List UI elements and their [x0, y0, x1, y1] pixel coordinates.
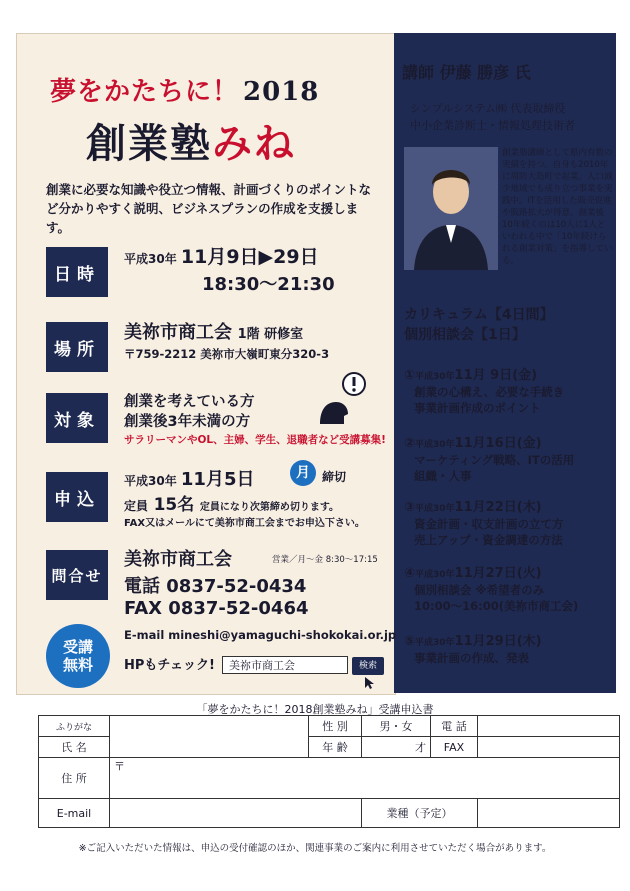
curriculum-line1: カリキュラム【4日間】	[404, 307, 554, 323]
free-line2: 無料	[62, 656, 93, 674]
person-thinking-icon	[314, 370, 370, 426]
label-toiawase: 問合せ	[46, 550, 108, 600]
session-1-line1: 創業の心構え、必要な手続き	[414, 385, 565, 399]
search-input[interactable]: 美祢市商工会	[222, 656, 348, 674]
session-3-date: 11月22日(木)	[454, 500, 542, 515]
industry-field[interactable]	[478, 799, 620, 828]
lecturer-role2: 中小企業診断士・情報処理技術者	[410, 119, 575, 132]
session-2-body	[414, 452, 574, 484]
session-2-head	[404, 432, 542, 451]
cursor-icon	[364, 676, 378, 690]
person-portrait-icon	[404, 147, 498, 270]
basho-room: 1階 研修室	[237, 327, 304, 342]
session-2-line2: 組織・人事	[414, 469, 472, 483]
session-3-line1: 資金計画・収支計画の立て方	[414, 517, 564, 531]
moushikomi-fax-note: FAX又はメールにて美祢市商工会までお申込下さい。	[124, 518, 365, 529]
capacity-number: 15名	[153, 495, 195, 515]
privacy-note: ※ご記入いただいた情報は、申込の受付確認のほか、関連事業のご案内に利用させていただく場合があります。	[78, 843, 552, 854]
form-title: 「夢をかたちに！2018創業塾みね」受講申込書	[196, 703, 434, 716]
session-5-date: 11月29日(木)	[454, 634, 542, 649]
session-4-date: 11月27日(火)	[454, 566, 542, 581]
session-3-body	[414, 516, 564, 548]
nichiji-time: 18:30〜21:30	[202, 274, 335, 295]
session-5-head	[404, 630, 542, 649]
taisho-line2: 創業後3年未満の方	[124, 414, 251, 430]
nichiji-era: 平成30年	[124, 252, 177, 266]
basho-name: 美祢市商工会	[124, 322, 232, 343]
session-2-num: ②	[404, 436, 416, 451]
session-4-body	[414, 582, 578, 614]
session-1-num: ①	[404, 368, 416, 383]
toiawase-fax: FAX 0837-52-0464	[124, 598, 309, 619]
session-4-line2: 10:00〜16:00(美祢市商工会)	[414, 599, 579, 613]
tel-label: 電 話	[431, 716, 478, 737]
session-4-num: ④	[404, 566, 416, 581]
moushikomi-capacity-row	[124, 490, 339, 515]
session-5-era: 平成30年	[415, 638, 455, 648]
session-1-era: 平成30年	[415, 372, 455, 382]
label-nichiji: 日時	[46, 247, 108, 297]
toiawase-hp: HPもチェック!	[124, 658, 215, 673]
basho-row	[124, 318, 303, 344]
session-3-head	[404, 496, 542, 515]
fax-label: FAX	[431, 737, 478, 758]
toiawase-hours: 営業／月〜金 8:30〜17:15	[272, 555, 378, 565]
title-slogan: 夢をかたちに！	[50, 77, 240, 107]
moushikomi-dow-badge: 月	[290, 460, 316, 486]
session-3-line2: 売上アップ・資金調達の方法	[414, 533, 563, 547]
moushikomi-date-row	[124, 465, 254, 491]
session-1-body	[414, 384, 564, 416]
industry-label: 業種（予定）	[362, 799, 478, 828]
lecturer-title: 講師 伊藤 勝彦 氏	[402, 63, 531, 82]
taisho-line1: 創業を考えている方	[124, 394, 255, 410]
basho-address: 〒759-2212 美祢市大嶺町東分320-3	[124, 347, 330, 361]
nichiji-date: 11月9日▶29日	[180, 246, 319, 268]
session-1-head	[404, 364, 537, 383]
moushikomi-era: 平成30年	[124, 474, 177, 488]
lecturer-role1: シンプルシステム㈱ 代表取締役	[410, 102, 566, 115]
session-5-num: ⑤	[404, 634, 416, 649]
session-4-head	[404, 562, 542, 581]
address-label: 住 所	[39, 758, 110, 799]
moushikomi-deadline: 締切	[322, 470, 347, 484]
capacity-label: 定員	[124, 499, 149, 513]
toiawase-email: E-mail mineshi@yamaguchi-shokokai.or.jp	[124, 628, 397, 642]
session-4-line1: 個別相談会 ※希望者のみ	[414, 583, 545, 597]
title-year: 2018	[243, 77, 320, 107]
name-field[interactable]	[110, 716, 309, 758]
gender-field[interactable]: 男・女	[362, 716, 431, 737]
tel-field[interactable]	[478, 716, 620, 737]
title-kanji: 創業塾	[86, 121, 212, 167]
label-basho: 場所	[46, 322, 108, 372]
email-label: E-mail	[39, 799, 110, 828]
session-5-body	[414, 650, 529, 666]
search-button[interactable]: 検索	[352, 657, 384, 675]
session-3-era: 平成30年	[415, 504, 455, 514]
furigana-label: ふりがな	[39, 716, 110, 737]
title-line2	[86, 112, 296, 169]
address-field[interactable]: 〒	[110, 758, 620, 799]
session-2-line1: マーケティング戦略、ITの活用	[414, 453, 575, 467]
toiawase-org: 美祢市商工会	[124, 549, 232, 570]
taisho-note: サラリーマンやOL、主婦、学生、退職者など受講募集!	[124, 434, 386, 446]
capacity-note: 定員になり次第締め切ります。	[199, 502, 340, 513]
age-label: 年 齢	[309, 737, 362, 758]
toiawase-tel: 電話 0837-52-0434	[124, 576, 307, 597]
nichiji-date-row	[124, 242, 319, 269]
title-line1	[50, 71, 319, 108]
moushikomi-date: 11月5日	[180, 469, 255, 490]
session-4-era: 平成30年	[415, 570, 455, 580]
fax-field[interactable]	[478, 737, 620, 758]
free-badge	[46, 624, 110, 688]
session-1-date: 11月 9日(金)	[454, 368, 538, 383]
curriculum-line2: 個別相談会【1日】	[404, 327, 526, 343]
session-3-num: ③	[404, 500, 416, 515]
label-moushikomi: 申込	[46, 472, 108, 522]
lecturer-bio: 創業塾講師として県内有数の実績を持つ。自身も2010年に周防大島町で起業。人口減少地域でも成り立つ事業を実践中。ITを活用した販売促進や販路拡大が得意。創業後10年続くのは10人に1人といわれる中で「10年続けられる創業対策」を指導している。	[502, 148, 613, 266]
age-field[interactable]: 才	[362, 737, 431, 758]
session-2-era: 平成30年	[415, 440, 455, 450]
application-form	[38, 715, 620, 828]
session-2-date: 11月16日(金)	[454, 436, 542, 451]
gender-label: 性 別	[309, 716, 362, 737]
name-label: 氏 名	[39, 737, 110, 758]
free-line1: 受講	[62, 638, 93, 656]
title-kana: みね	[212, 121, 296, 167]
session-1-line2: 事業計画作成のポイント	[414, 401, 541, 415]
intro-text: 創業に必要な知識や役立つ情報、計画づくりのポイントなど分かりやすく説明、ビジネスプランの作成を支援します。	[46, 182, 372, 235]
session-5-line1: 事業計画の作成、発表	[414, 651, 529, 665]
lecturer-photo	[404, 147, 498, 270]
email-field[interactable]	[110, 799, 362, 828]
label-taisho: 対象	[46, 393, 108, 443]
